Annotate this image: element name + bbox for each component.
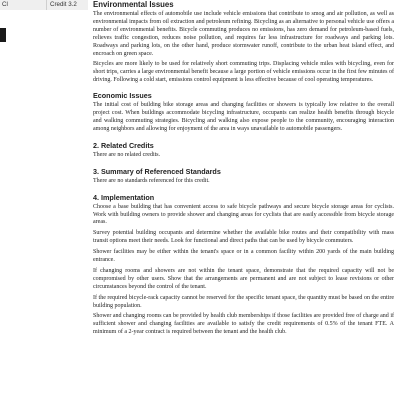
- paragraph-impl-4: If changing rooms and showers are not within the tenant space, demonstrate that the required capacity will not be compromised by other users. Show that the arrangements are permanent and are not subject to lease revisions or other circumstances beyond the control of the tenant.: [93, 267, 394, 290]
- tab-label-left: Cl: [2, 1, 8, 8]
- heading-economic-issues: Economic Issues: [93, 91, 152, 101]
- paragraph-impl-6: Shower and changing rooms can be provided by health club memberships if those facilities are provided free of charge and if sufficient shower and changing facilities are available to satisfy the credit requirements of 0.5% of the tenant FTE. A minimum of a 2-year contract is required between the tenant and the health club.: [93, 313, 394, 336]
- paragraph-env-2: Bicycles are more likely to be used for relatively short commuting trips. Displacing vehicle miles with bicycling, even for short trips, carries a large environmental benefit because a large portion of vehicle emissions occur in the first few minutes of driving. Following a cold start, emissions control equipment is less effective because of cool operating temperatures.: [93, 61, 394, 84]
- paragraph-impl-2: Survey potential building occupants and determine whether the available bike routes and their compatibility with mass transit options meet their needs. Look for functional and direct paths that can be used by bicycle commuters.: [93, 230, 394, 245]
- paragraph-impl-3: Shower facilities may be either within the tenant's space or in a common facility within 200 yards of the main building entrance.: [93, 249, 394, 264]
- document-body: [93, 0, 394, 337]
- credit-tab: [0, 0, 88, 10]
- paragraph-impl-5: If the required bicycle-rack capacity cannot be reserved for the specific tenant space, the quantity must be based on the entire building population.: [93, 294, 394, 309]
- paragraph-env-1: The environmental effects of automobile use include vehicle emissions that contribute to smog and air pollution, as well as environmental impacts from oil extraction and petroleum refining. Bicycling as an alternative to personal vehicle use offers a number of environmental benefits. Bicycle commuting produces no emissions, has zero demand for petroleum-based fuels, relieves traffic congestion, reduces noise pollution, and requires far less infrastructure for roadways and parking lots. Roadways and parking lots, on the other hand, produce stormwater runoff, contribute to the urban heat island effect, and encroach on green space.: [93, 11, 394, 57]
- heading-implementation: 4. Implementation: [93, 192, 155, 202]
- paragraph-impl-1: Choose a base building that has convenient access to safe bicycle pathways and secure bicycle storage areas for cyclists. Work with building owners to provide shower and changing areas for cyclists that are easily accessible from bicycle storage areas.: [93, 203, 394, 226]
- margin-marker: [0, 28, 6, 42]
- paragraph-related-credits: There are no related credits.: [93, 151, 161, 158]
- paragraph-eco-1: The initial cost of building bike storage areas and changing facilities or showers is typically low relative to the overall project cost. When buildings accommodate bicycling infrastructure, occupants can realize health benefits through bicycle and walking commuting strategies. Bicycling and walking also expose people to the community, encouraging interaction among neighbors and allowing for enjoyment of the area in ways unavailable to automobile passengers.: [93, 102, 394, 132]
- heading-environmental-issues: Environmental Issues: [93, 0, 174, 9]
- heading-referenced-standards: 3. Summary of Referenced Standards: [93, 166, 221, 176]
- tab-divider: [46, 0, 47, 10]
- tab-label-credit: Credit 3.2: [50, 1, 77, 8]
- heading-related-credits: 2. Related Credits: [93, 140, 154, 150]
- paragraph-referenced-standards: There are no standards referenced for this credit.: [93, 177, 210, 184]
